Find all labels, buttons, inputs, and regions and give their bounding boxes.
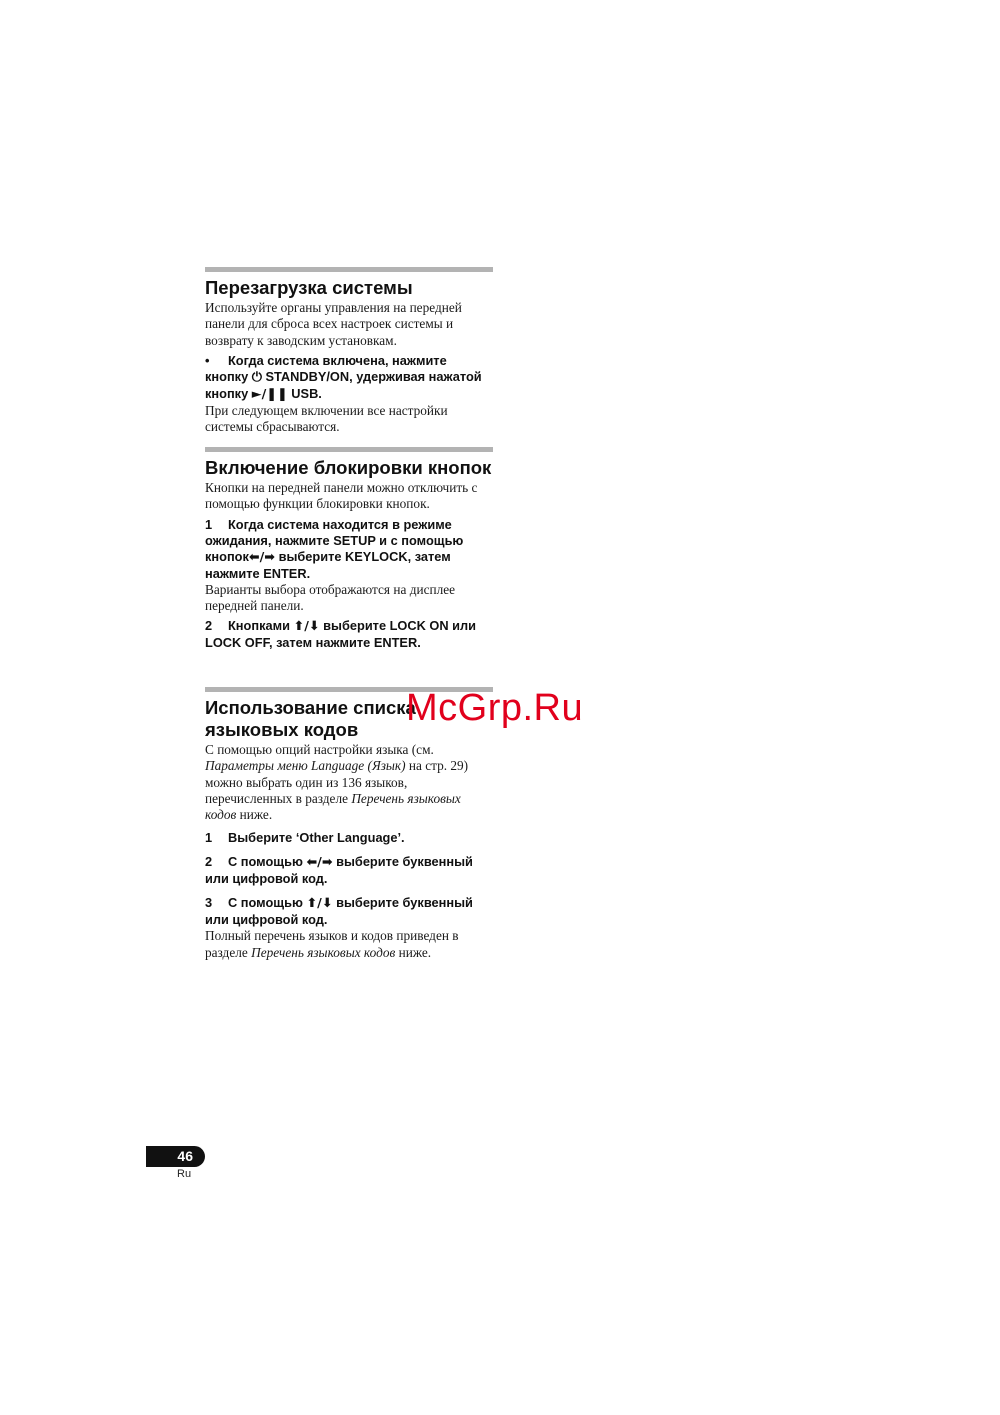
step-number: 2 (205, 854, 213, 870)
section-note: При следующем включении все настройки системы сбрасываются. (205, 402, 448, 435)
cross-reference: Параметры меню Language (Язык) (205, 758, 406, 774)
section-intro: Кнопки на передней панели можно отключить с помощью функции блокировки кнопок. (205, 480, 478, 512)
step-number: 2 (205, 618, 213, 634)
instruction-step-1: 1 Выберите ‘Other Language’. (205, 830, 405, 846)
section-outro: Полный перечень языков и кодов приведен в разделе Перечень языковых кодов ниже. (205, 928, 459, 960)
cross-reference: Перечень языковых кодов (205, 790, 461, 823)
section-heading: Использование списка языковых кодов (205, 697, 416, 740)
section-system-reset (205, 267, 493, 435)
step-note: Варианты выбора отображаются на дисплее передней панели. (205, 581, 456, 613)
step-number: 1 (205, 830, 213, 846)
up-down-arrows-icon: ⬆/⬇ (293, 619, 320, 635)
section-divider (205, 267, 493, 272)
step-number: 1 (205, 516, 213, 532)
instruction-step-2: 2 С помощью ⬅/➡ выберите буквенный или цифровой код. (205, 854, 473, 887)
bullet-marker: • (205, 352, 210, 368)
play-pause-icon: ►/❚❚ (251, 386, 288, 402)
page-language: Ru (177, 1168, 192, 1180)
section-keylock (205, 447, 493, 651)
section-divider (205, 447, 493, 452)
section-heading: Включение блокировки кнопок (205, 457, 492, 478)
page-number-tab (146, 1146, 205, 1167)
section-intro: С помощью опций настройки языка (см. Параметры меню Language (Язык) на стр. 29) можно выбрать один из 136 языков, перечисленных в разделе Перечень языковых кодов ниже. (205, 742, 469, 823)
cross-reference: Перечень языковых кодов (251, 944, 396, 960)
instruction-step-1: 1 Когда система находится в режиме ожидания, нажмите SETUP и с помощью кнопок⬅/➡ выберите KEYLOCK, затем нажмите ENTER. (205, 516, 464, 581)
up-down-arrows-icon: ⬆/⬇ (306, 896, 333, 912)
instruction-step-3: 3 С помощью ⬆/⬇ выберите буквенный или цифровой код. (205, 895, 473, 928)
left-right-arrows-icon: ⬅/➡ (306, 855, 333, 871)
left-right-arrows-icon: ⬅/➡ (248, 549, 276, 565)
instruction-bullet: • Когда система включена, нажмите кнопку ⏻ STANDBY/ON, удерживая нажатой кнопку ►/❚❚ USB. (205, 352, 482, 402)
power-icon: ⏻ (251, 369, 262, 385)
page-number: 46 (177, 1148, 193, 1164)
step-number: 3 (205, 895, 213, 911)
instruction-step-2: 2 Кнопками ⬆/⬇ выберите LOCK ON или LOCK OFF, затем нажмите ENTER. (205, 618, 477, 651)
watermark: McGrp.Ru (406, 687, 584, 729)
section-heading: Перезагрузка системы (205, 277, 413, 298)
section-intro: Используйте органы управления на передней панели для сброса всех настроек системы и возврату к заводским установкам. (205, 300, 462, 348)
